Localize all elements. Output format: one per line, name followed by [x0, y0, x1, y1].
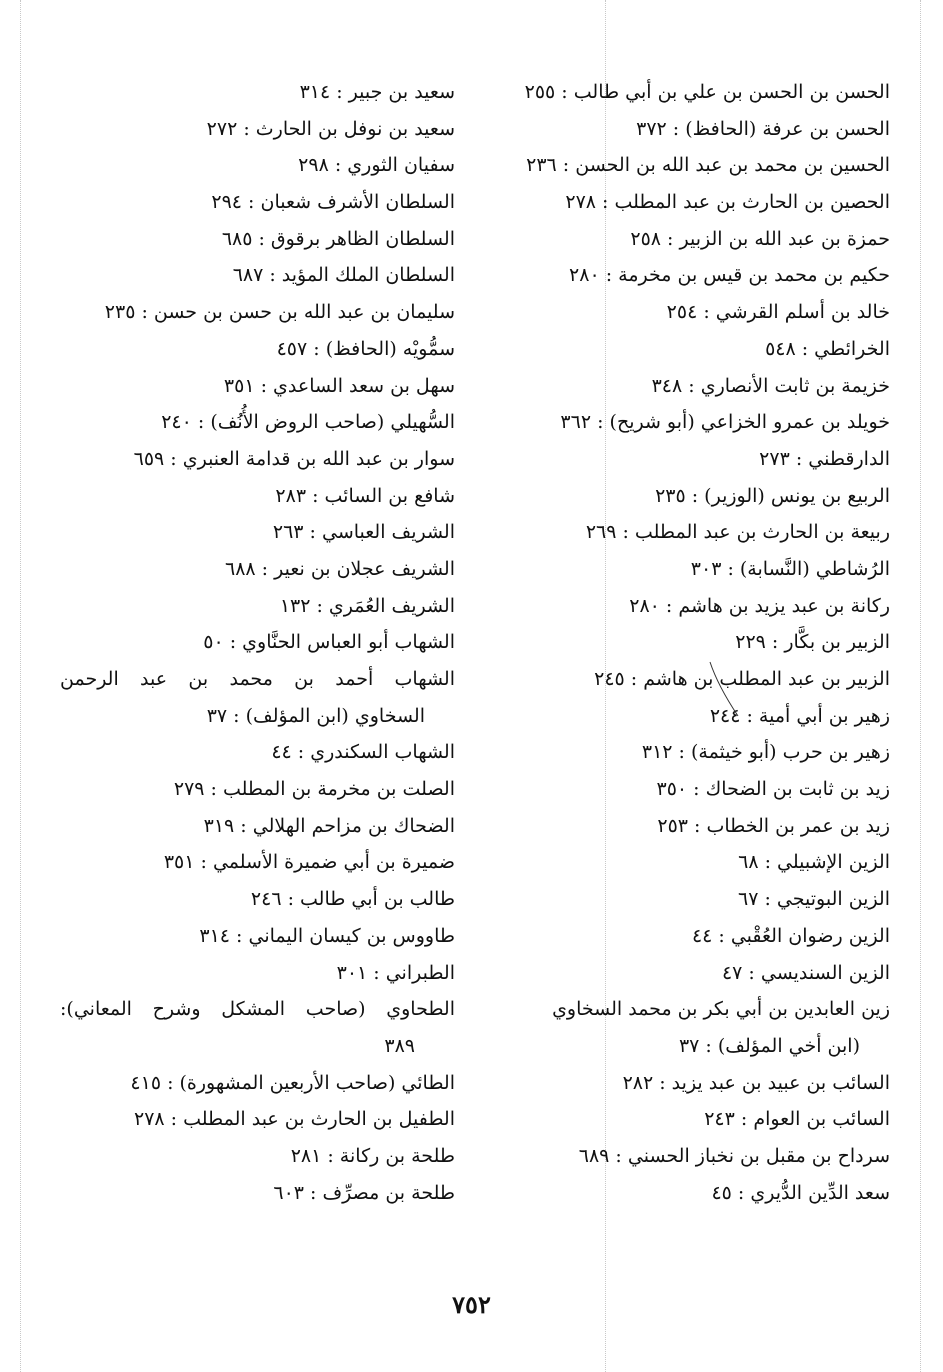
index-entry: طلحة بن ركانة : ٢٨١: [290, 1144, 455, 1167]
index-entry: الزين الإشبيلي : ٦٨: [738, 851, 890, 874]
index-entry: سوار بن عبد الله بن قدامة العنبري : ٦٥٩: [133, 447, 455, 470]
right-column: [495, 74, 890, 1211]
index-entry: السائب بن عبيد بن عبد يزيد : ٢٨٢: [622, 1071, 890, 1094]
index-entry: الحسين بن محمد بن عبد الله بن الحسن : ٢٣٦: [526, 154, 890, 177]
index-entry: ضميرة بن أبي ضميرة الأسلمي : ٣٥١: [163, 851, 455, 874]
index-entry: خزيمة بن ثابت الأنصاري : ٣٤٨: [651, 374, 890, 397]
index-entry: الصلت بن مخرمة بن المطلب : ٢٧٩: [173, 778, 455, 801]
index-entry: الطفيل بن الحارث بن عبد المطلب : ٢٧٨: [133, 1108, 455, 1131]
index-entry: زيد بن عمر بن الخطاب : ٢٥٣: [657, 814, 890, 837]
index-entry: الشهاب السكندري : ٤٤: [271, 741, 455, 764]
page-number: ٧٥٢: [452, 1290, 491, 1319]
index-entry: زهير بن حرب (أبو خيثمة) : ٣١٢: [641, 741, 890, 764]
index-entry: حكيم بن محمد بن قيس بن مخرمة : ٢٨٠: [569, 264, 890, 287]
index-entry: السُّهيلي (صاحب الروض الأُنُف) : ٢٤٠: [161, 411, 455, 434]
index-entry: الشريف العُمَري : ١٣٢: [279, 594, 455, 617]
index-entry: الشهاب أحمد بن محمد بن عبد الرحمن: [60, 668, 455, 690]
index-entry: طالب بن أبي طالب : ٢٤٦: [250, 888, 455, 911]
index-entry: الخرائطي : ٥٤٨: [765, 337, 890, 360]
index-entry: سليمان بن عبد الله بن حسن بن حسن : ٢٣٥: [104, 301, 455, 324]
index-entry: السلطان الظاهر برقوق : ٦٨٥: [221, 227, 455, 250]
index-entry: سعيد بن جبير : ٣١٤: [299, 81, 455, 103]
index-entry: شافع بن السائب : ٢٨٣: [275, 484, 455, 507]
index-entry: سهل بن سعد الساعدي : ٣٥١: [223, 374, 455, 397]
index-entry: الشريف العباسي : ٢٦٣: [272, 521, 455, 544]
index-entry: سفيان الثوري : ٢٩٨: [298, 154, 455, 177]
index-entry-continuation: ٣٨٩: [384, 1034, 415, 1057]
index-entry: طاووس بن كيسان اليماني : ٣١٤: [199, 924, 455, 947]
left-column: [60, 74, 455, 1211]
index-entry-continuation: (ابن أخي المؤلف) : ٣٧: [678, 1034, 860, 1057]
index-entry: الشهاب أبو العباس الحنَّاوي : ٥٠: [203, 631, 455, 654]
index-entry: سعيد بن نوفل بن الحارث : ٢٧٢: [206, 117, 455, 140]
index-entry: زين العابدين بن أبي بكر بن محمد السخاوي: [552, 998, 890, 1021]
index-entry: طلحة بن مصرِّف : ٦٠٣: [273, 1181, 455, 1204]
index-entry: الدارقطني : ٢٧٣: [759, 447, 890, 470]
index-entry: الزين البوتيجي : ٦٧: [738, 888, 890, 911]
index-entry: الزبير بن بكَّار : ٢٢٩: [735, 631, 890, 654]
index-entry: خالد بن أسلم القرشي : ٢٥٤: [666, 301, 890, 324]
scan-dotted-line: [20, 0, 21, 1372]
index-entry: زهير بن أبي أمية : ٢٤٤: [709, 704, 890, 727]
index-entry: سعد الدِّين الدُّيري : ٤٥: [711, 1181, 890, 1204]
index-columns: [60, 74, 890, 1274]
index-entry: الحصين بن الحارث بن عبد المطلب : ٢٧٨: [565, 191, 890, 214]
index-entry: خويلد بن عمرو الخزاعي (أبو شريح) : ٣٦٢: [560, 411, 890, 434]
index-entry: زيد بن ثابت بن الضحاك : ٣٥٠: [656, 778, 890, 801]
index-entry: ربيعة بن الحارث بن عبد المطلب : ٢٦٩: [585, 521, 890, 544]
index-entry: السلطان الأشرف شعبان : ٢٩٤: [211, 191, 455, 214]
index-entry: الربيع بن يونس (الوزير) : ٢٣٥: [655, 484, 890, 507]
index-entry: الطائي (صاحب الأربعين المشهورة) : ٤١٥: [130, 1071, 455, 1094]
index-entry: سمُّويْه (الحافظ) : ٤٥٧: [276, 337, 455, 360]
index-entry: الحسن بن الحسن بن علي بن أبي طالب : ٢٥٥: [524, 81, 890, 103]
pen-stroke-mark: [706, 660, 746, 720]
index-entry: الرُشاطي (النَّسابة) : ٣٠٣: [690, 557, 890, 580]
index-entry: حمزة بن عبد الله بن الزبير : ٢٥٨: [630, 227, 890, 250]
index-entry: الطحاوي (صاحب المشكل وشرح المعاني):: [60, 998, 455, 1021]
index-entry: سرداح بن مقبل بن نخباز الحسني : ٦٨٩: [578, 1144, 890, 1167]
index-entry: السلطان الملك المؤيد : ٦٨٧: [232, 264, 455, 287]
index-entry: الزين رضوان العُقْبي : ٤٤: [691, 924, 890, 947]
index-entry: ركانة بن عبد يزيد بن هاشم : ٢٨٠: [629, 594, 890, 617]
index-entry: السائب بن العوام : ٢٤٣: [704, 1108, 890, 1131]
index-entry: الطبراني : ٣٠١: [336, 961, 455, 984]
index-entry: الزبير بن عبد المطلب بن هاشم : ٢٤٥: [594, 668, 890, 690]
index-entry: الضحاك بن مزاحم الهلالي : ٣١٩: [203, 814, 455, 837]
index-entry: الزين السنديسي : ٤٧: [721, 961, 890, 984]
index-entry: الحسن بن عرفة (الحافظ) : ٣٧٢: [636, 117, 890, 140]
index-entry: الشريف عجلان بن نعير : ٦٨٨: [225, 557, 455, 580]
scan-dotted-line: [920, 0, 921, 1372]
index-entry-continuation: السخاوي (ابن المؤلف) : ٣٧: [206, 704, 425, 727]
